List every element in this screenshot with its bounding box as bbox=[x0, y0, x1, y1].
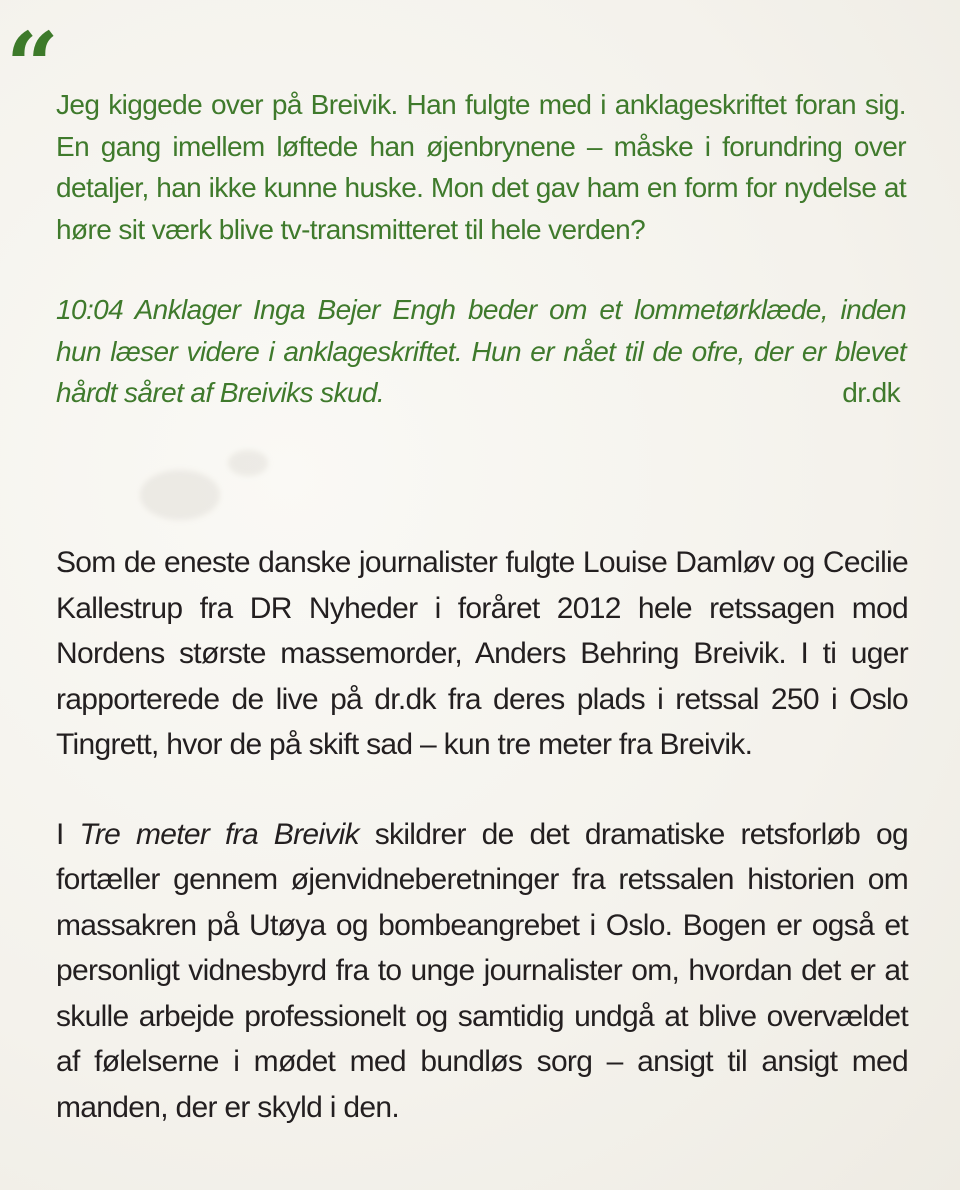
blurb-paragraph-1: Som de eneste danske journalister fulgte Louise Damløv og Cecilie Kallestrup fra DR Nyheder i foråret 2012 hele retssagen mod Nordens største massemorder, Anders Behring Breivik. I ti uger rapporterede de live på dr.dk fra deres plads i retssal 250 i Oslo Tingrett, hvor de på skift sad – kun tre meter fra Breivik. bbox=[56, 546, 908, 761]
book-title: Tre meter fra Breivik bbox=[79, 817, 359, 851]
quote-paragraph: Jeg kiggede over på Breivik. Han fulgte med i anklageskriftet foran sig. En gang imellem løftede han øjenbrynene – måske i forundring over detaljer, han ikke kunne huske. Mon det gav ham en form for nydelse at høre sit værk blive tv-transmitteret til hele verden? bbox=[56, 89, 906, 245]
live-blog-text: 10:04 Anklager Inga Bejer Engh beder om et lommetørklæde, inden hun læser videre i anklageskriftet. Hun er nået til de ofre, der er blevet hårdt såret af Breiviks skud. bbox=[56, 294, 906, 408]
paper-smudge bbox=[228, 450, 268, 476]
blurb-prefix: I bbox=[56, 817, 80, 851]
blurb-paragraph-2-text: skildrer de det dramatiske retsforløb og fortæller gennem øjenvidneberetninger fra retssalen historien om massakren på Utøya og bombeangrebet i Oslo. Bogen er også et personligt vidnesbyrd fra to unge journalister om, hvordan det er at skulle arbejde professionelt og samtidig undgå at blive overvældet af følelserne i mødet med bundløs sorg – ansigt til ansigt med manden, der er skyld i den. bbox=[56, 817, 908, 1124]
blurb-block bbox=[56, 540, 908, 1130]
quotation-mark-icon: “ bbox=[6, 12, 59, 120]
quote-block bbox=[56, 84, 906, 414]
blurb-paragraph-2 bbox=[56, 812, 908, 1131]
quote-source: dr.dk bbox=[842, 377, 900, 408]
paper-smudge bbox=[140, 470, 220, 520]
live-blog-entry bbox=[56, 289, 906, 414]
